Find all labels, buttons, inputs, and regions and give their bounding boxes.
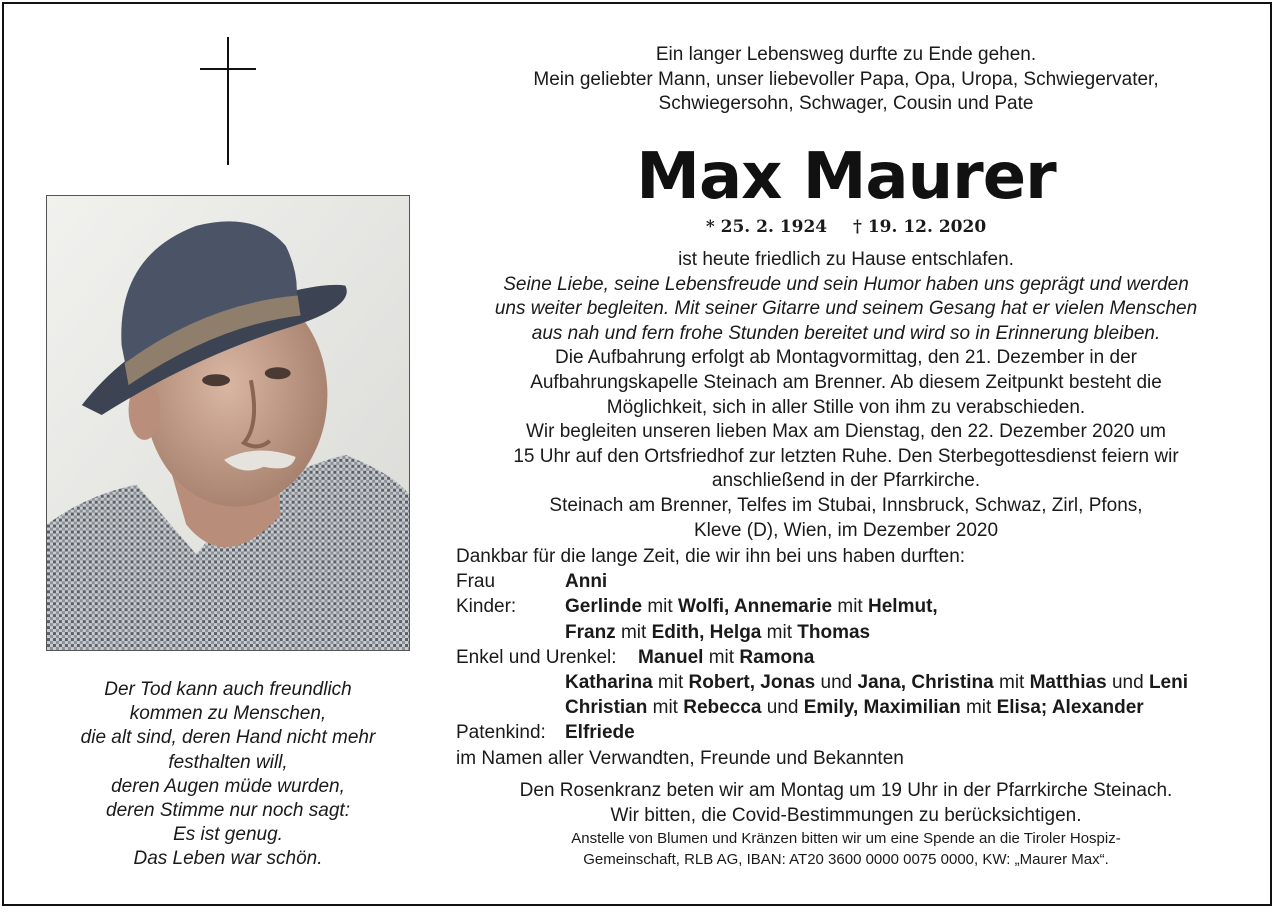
family-label: Enkel und Urenkel:	[456, 646, 617, 668]
family-names	[638, 645, 814, 670]
family-member-name: Elisa; Alexander	[996, 697, 1144, 719]
family-names	[565, 620, 870, 645]
donation-note	[456, 828, 1236, 870]
family-member-name: Leni	[1148, 671, 1189, 693]
body-line: Steinach am Brenner, Telfes im Stubai, Innsbruck, Schwaz, Zirl, Pfons,	[549, 494, 1143, 516]
family-row-wife	[456, 569, 1246, 594]
poem-line: Das Leben war schön.	[133, 848, 323, 870]
family-names	[565, 670, 1188, 695]
connector-text: mit	[832, 596, 868, 618]
connector-text: mit	[703, 646, 740, 668]
family-row-children-cont	[456, 620, 1246, 645]
family-names	[565, 594, 938, 619]
family-label: Frau	[456, 571, 496, 593]
family-names: Elfriede	[565, 722, 635, 744]
family-member-name: Helmut,	[868, 596, 938, 618]
closing-line: Wir bitten, die Covid-Bestimmungen zu berücksichtigen.	[610, 805, 1082, 826]
poem-line: deren Augen müde wurden,	[111, 775, 345, 797]
family-member-name: Manuel	[638, 646, 704, 668]
family-member-name: Matthias	[1029, 671, 1107, 693]
life-dates	[456, 215, 1236, 239]
connector-text: mit	[615, 621, 652, 643]
family-row-grandchildren	[456, 645, 1246, 670]
poem-line: Es ist genug.	[173, 824, 283, 846]
intro-line: Schwiegersohn, Schwager, Cousin und Pate	[658, 93, 1034, 114]
relatives-line: im Namen aller Verwandten, Freunde und Bekannten	[456, 747, 904, 769]
family-row-godchild	[456, 720, 1246, 745]
family-label: Patenkind:	[456, 722, 546, 744]
closing-line: Den Rosenkranz beten wir am Montag um 19 Uhr in der Pfarrkirche Steinach.	[519, 780, 1173, 801]
connector-text: und	[1106, 671, 1149, 693]
closing-text	[456, 778, 1236, 828]
connector-text: und	[761, 697, 804, 719]
body-line: Wir begleiten unseren lieben Max am Dienstag, den 22. Dezember 2020 um	[525, 421, 1167, 443]
poem-line: deren Stimme nur noch sagt:	[106, 800, 350, 822]
announcement-body	[456, 248, 1236, 543]
family-member-name: Ramona	[739, 646, 815, 668]
body-line: Die Aufbahrung erfolgt ab Montagvormittag, den 21. Dezember in der	[555, 347, 1137, 369]
poem-line: kommen zu Menschen,	[129, 703, 327, 725]
connector-text: mit	[993, 671, 1030, 693]
connector-text: mit	[761, 621, 798, 643]
poem-line: Der Tod kann auch freundlich	[104, 679, 352, 700]
family-row-grandchildren-cont	[456, 670, 1246, 695]
family-member-name: Thomas	[797, 621, 871, 643]
donation-line: Anstelle von Blumen und Kränzen bitten wir um eine Spende an die Tiroler Hospiz-	[571, 830, 1121, 847]
connector-text: mit	[652, 671, 689, 693]
family-label: Kinder:	[456, 596, 517, 618]
body-line: Aufbahrungskapelle Steinach am Brenner. Ab diesem Zeitpunkt besteht die	[530, 371, 1162, 393]
intro-line: Ein langer Lebensweg durfte zu Ende gehen.	[655, 44, 1037, 65]
connector-text: mit	[960, 697, 997, 719]
family-member-name: Franz	[565, 621, 616, 643]
body-line: ist heute friedlich zu Hause entschlafen.	[678, 249, 1014, 270]
family-member-name: Emily, Maximilian	[803, 697, 961, 719]
connector-text: mit	[642, 596, 678, 618]
family-member-name: Jana, Christina	[857, 671, 994, 693]
memorial-poem	[46, 678, 410, 872]
body-line: Kleve (D), Wien, im Dezember 2020	[693, 519, 999, 541]
family-list	[456, 544, 1246, 771]
poem-line: festhalten will,	[168, 751, 288, 773]
portrait-photo	[46, 195, 410, 651]
body-line: uns weiter begleiten. Mit seiner Gitarre und seinem Gesang hat er vielen Menschen	[494, 298, 1198, 320]
family-row-children	[456, 594, 1246, 619]
family-member-name: Robert, Jonas	[688, 671, 816, 693]
body-line: 15 Uhr auf den Ortsfriedhof zur letzten Ruhe. Den Sterbegottesdienst feiern wir	[513, 445, 1179, 467]
intro-text	[456, 43, 1236, 117]
birth-date: * 25. 2. 1924	[705, 217, 828, 237]
thanks-intro: Dankbar für die lange Zeit, die wir ihn bei uns haben durften:	[456, 546, 966, 567]
family-names	[565, 695, 1144, 720]
death-date: † 19. 12. 2020	[853, 217, 987, 237]
connector-text: und	[815, 671, 858, 693]
family-member-name: Edith, Helga	[651, 621, 762, 643]
intro-line: Mein geliebter Mann, unser liebevoller Papa, Opa, Uropa, Schwiegervater,	[533, 68, 1159, 90]
family-member-name: Christian	[565, 697, 648, 719]
family-member-name: Gerlinde	[565, 596, 643, 618]
family-member-name: Katharina	[565, 671, 653, 693]
body-line: Möglichkeit, sich in aller Stille von ihm zu verabschieden.	[606, 396, 1086, 418]
donation-line: Gemeinschaft, RLB AG, IBAN: AT20 3600 0000 0075 0000, KW: „Maurer Max“.	[583, 851, 1109, 868]
body-line: anschließend in der Pfarrkirche.	[711, 470, 981, 492]
family-row-grandchildren-cont	[456, 695, 1246, 720]
family-names: Anni	[565, 571, 608, 593]
deceased-name: Max Maurer	[636, 140, 1056, 214]
body-line: aus nah und fern frohe Stunden bereitet und wird so in Erinnerung bleiben.	[531, 322, 1161, 344]
family-member-name: Rebecca	[683, 697, 762, 719]
family-member-name: Wolfi, Annemarie	[677, 596, 833, 618]
body-line: Seine Liebe, seine Lebensfreude und sein Humor haben uns geprägt und werden	[503, 273, 1189, 295]
cross-icon	[200, 37, 256, 165]
connector-text: mit	[647, 697, 684, 719]
poem-line: die alt sind, deren Hand nicht mehr	[80, 727, 376, 749]
